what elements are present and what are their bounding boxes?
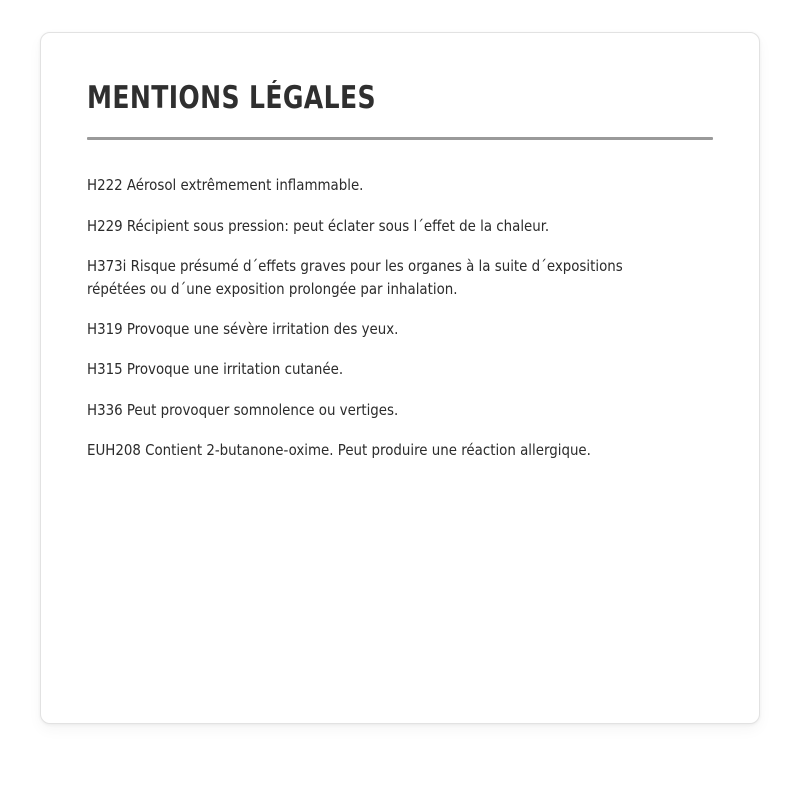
list-item: H373i Risque présumé d´effets graves pour les organes à la suite d´expositions répétées ou d´une exposition prolongée par inhalation. xyxy=(87,257,623,298)
list-item: H315 Provoque une irritation cutanée. xyxy=(87,360,344,379)
list-item: H336 Peut provoquer somnolence ou vertiges. xyxy=(87,400,399,419)
title-divider xyxy=(87,137,713,140)
list-item: H229 Récipient sous pression: peut éclater sous l´effet de la chaleur. xyxy=(87,216,550,235)
hazard-statement-list xyxy=(87,174,713,462)
page-title: MENTIONS LÉGALES xyxy=(87,80,376,116)
list-item: EUH208 Contient 2-butanone-oxime. Peut produire une réaction allergique. xyxy=(87,441,591,460)
legal-notice-card xyxy=(40,32,760,724)
list-item: H319 Provoque une sévère irritation des yeux. xyxy=(87,319,399,338)
list-item: H222 Aérosol extrêmement inflammable. xyxy=(87,176,364,195)
